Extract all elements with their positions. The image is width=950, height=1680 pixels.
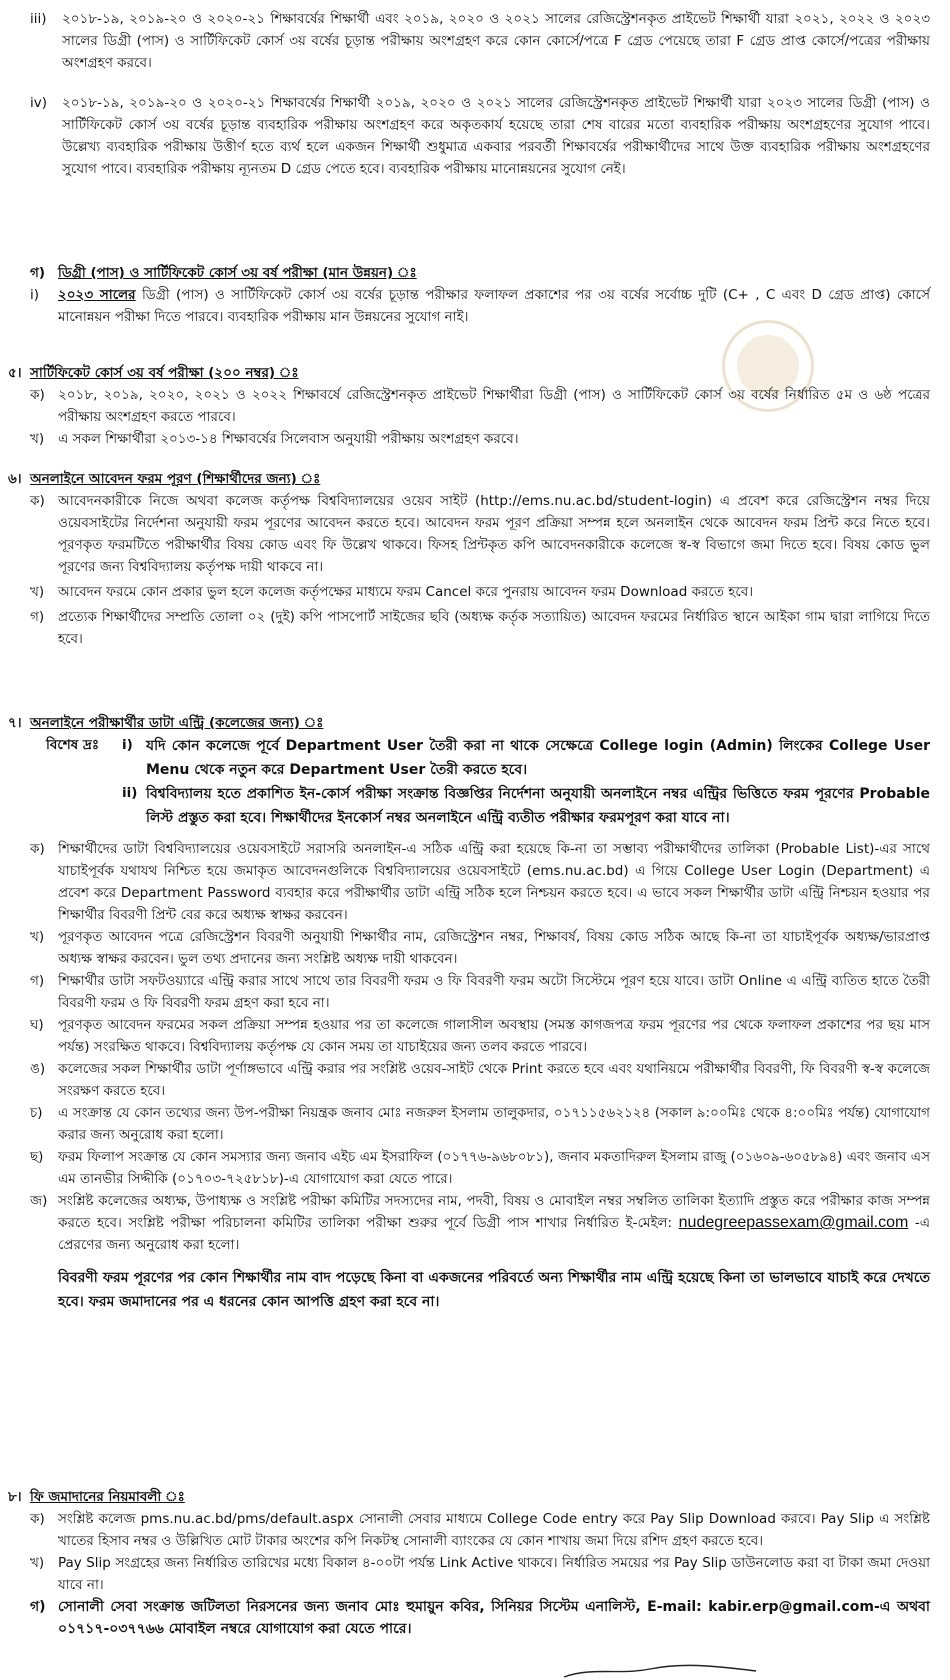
- section-title: সার্টিফিকেট কোর্স ৩য় বর্ষ পরীক্ষা (২০০ নম্বর) ঃ: [30, 365, 299, 381]
- item-text: আবেদনকারীকে নিজে অথবা কলেজ কর্তৃপক্ষ বিশ্ববিদ্যালয়ের ওয়েব সাইট (http://ems.nu.ac.bd/student-login) এ প্রবেশ করে রেজিস্ট্রেশন নম্বর দিয়ে ওয়েবসাইটের নির্দেশনা অনুযায়ী ফরম পূরণের আবেদন করতে হবে। আবেদন ফরম পূরণ প্রক্রিয়া সম্পন্ন হলে অনলাইন থেকে আবেদন ফরম প্রিন্ট করে নিতে হবে। পূরণকৃত ফরমটিতে পরীক্ষার্থীর বিষয় কোড এবং ফি উল্লেখ থাকবে। ফিসহ প্রিন্টকৃত কপি আবেদনকারীকে কলেজে স্ব-স্ব বিভাগে জমা দিতে হবে। বিষয় কোড ভুল পূরণের জন্য বিশ্ববিদ্যালয় কর্তৃপক্ষ দায়ী থাকবে না।: [58, 493, 930, 575]
- section-5: [8, 362, 930, 450]
- list-item: [30, 92, 930, 180]
- section-marker: ৭।: [8, 715, 22, 731]
- item-marker: ঘ): [30, 1017, 44, 1033]
- item-text: সোনালী সেবা সংক্রান্ত জটিলতা নিরসনের জন্য জনাব মোঃ হুমায়ুন কবির, সিনিয়র সিস্টেম এনালিস্ট, E-mail: kabir.erp@gmail.com-এ অথবা ০১৭১৭-০৩৭৭৬৬ মোবাইল নম্বরে যোগাযোগ করা যেতে পারে।: [58, 1599, 930, 1637]
- item-text: Pay Slip সংগ্রহের জন্য নির্ধারিত তারিখের মধ্যে বিকাল ৪-০০টা পর্যন্ত Link Active থাকবে। নির্ধারিত সময়ের পর Pay Slip ডাউনলোড করা বা টাকা জমা দেওয়া যাবে না।: [58, 1555, 930, 1593]
- item-text: ডিগ্রী (পাস) ও সার্টিফিকেট কোর্স ৩য় বর্ষের চূড়ান্ত পরীক্ষার ফলাফল প্রকাশের পর ৩য় বর্ষের সর্বোচ্চ দুটি (C+ , C এবং D গ্রেড প্রাপ্ত) কোর্সে মানোন্নয়ন পরীক্ষা দিতে পারবে। ব্যবহারিক পরীক্ষায় মান উন্নয়নের সুযোগ নাই।: [58, 287, 930, 325]
- item-text: সংশ্লিষ্ট কলেজের অধ্যক্ষ, উপাধ্যক্ষ ও সংশ্লিষ্ট পরীক্ষা কমিটির সদস্যদের নাম, পদবী, বিষয় ও মোবাইল নম্বর সম্বলিত তালিকা ইত্যাদি প্রস্তুত করে পরীক্ষার কাজ সম্পন্ন করতে হবে। সংশ্লিষ্ট পরীক্ষা পরিচালনা কমিটির তালিকা পরীক্ষা শুরুর পূর্বে ডিগ্রী পাস শাখার নির্ধারিত ই-মেইল:: [58, 1193, 930, 1231]
- section-4-continued: [30, 8, 930, 180]
- item-marker: গ): [30, 609, 45, 625]
- item-marker: ii): [122, 785, 138, 801]
- list-item: [30, 428, 930, 450]
- section-heading: [30, 262, 930, 284]
- section-7: [8, 712, 930, 1314]
- signature-stroke: [560, 1663, 760, 1679]
- item-lead: ২০২৩ সালের: [58, 287, 136, 303]
- item-marker: খ): [30, 1555, 45, 1571]
- item-text-end: -এ প্রেরণের জন্য অনুরোধ করা হলো।: [58, 1215, 931, 1253]
- list-item: [30, 8, 930, 74]
- list-item: [30, 490, 930, 578]
- list-item: [30, 926, 930, 970]
- item-text: ২০১৮-১৯, ২০১৯-২০ ও ২০২০-২১ শিক্ষাবর্ষের শিক্ষার্থী ২০১৯, ২০২০ ও ২০২১ সালের রেজিস্ট্রেশনকৃত প্রাইভেট শিক্ষার্থী যারা ২০২৩ সালের ডিগ্রী (পাস) ও সার্টিফিকেট কোর্স ৩য় বর্ষের চূড়ান্ত ব্যবহারিক পরীক্ষায় অংশগ্রহণ করে অকৃতকার্য হয়েছে তারা শেষ বারের মতো ব্যবহারিক পরীক্ষায় অংশগ্রহণের সুযোগ পাবে। উল্লেখ্য ব্যবহারিক পরীক্ষায় উত্তীর্ণ হতে ব্যর্থ হলে একজন শিক্ষার্থী শুধুমাত্র একবার পরবর্তী শিক্ষাবর্ষের পরীক্ষার্থীদের সাথে উক্ত ব্যবহারিক পরীক্ষায় অংশগ্রহণের সুযোগ পাবে। ব্যবহারিক পরীক্ষায় ন্যূনতম D গ্রেড পেতে হবে। ব্যবহারিক পরীক্ষায় মানোন্নয়নের সুযোগ নেই।: [62, 95, 930, 177]
- item-text: শিক্ষার্থীর ডাটা সফটওয়্যারে এন্ট্রি করার সাথে সাথে তার বিবরণী ফরম ও ফি বিবরণী ফরম অটো সিস্টেমে পূরণ হয়ে যাবে। ডাটা Online এ এন্ট্রি ব্যতিত হাতে তৈরী বিবরণী ফরম ও ফি বিবরণী ফরম গ্রহণ করা হবে না।: [58, 973, 930, 1011]
- item-text: ২০১৮-১৯, ২০১৯-২০ ও ২০২০-২১ শিক্ষাবর্ষের শিক্ষার্থী এবং ২০১৯, ২০২০ ও ২০২১ সালের রেজিস্ট্রেশনকৃত প্রাইভেট শিক্ষার্থী যারা ২০২১, ২০২২ ও ২০২৩ সালের ডিগ্রী (পাস) ও সার্টিফিকেট কোর্স ৩য় বর্ষের চূড়ান্ত পরীক্ষায় অংশগ্রহণ করে কোন কোর্সে/পত্রে F গ্রেড পেয়েছে তারা F গ্রেড প্রাপ্ত কোর্সে/পত্রের পরীক্ষায় অংশগ্রহণ করবে।: [62, 11, 930, 71]
- list-item: [30, 1596, 930, 1640]
- list-item: [30, 1190, 930, 1256]
- section-heading: [8, 468, 930, 490]
- list-item: [30, 1058, 930, 1102]
- item-marker: চ): [30, 1105, 43, 1121]
- section-heading: [8, 712, 930, 734]
- important-note: [58, 1266, 930, 1314]
- item-marker: iv): [30, 95, 48, 111]
- section-heading: [8, 1486, 930, 1508]
- special-note-label: বিশেষ দ্রঃ: [46, 737, 100, 753]
- item-marker: খ): [30, 431, 45, 447]
- item-marker: ক): [30, 841, 45, 857]
- note-text: বিবরণী ফরম পূরণের পর কোন শিক্ষার্থীর নাম বাদ পড়েছে কিনা বা একজনের পরিবর্তে অন্য শিক্ষার্থীর নাম এন্ট্রি হয়েছে কিনা তা ভালভাবে যাচাই করে দেখতে হবে। ফরম জমাদানের পর এ ধরনের কোন আপত্তি গ্রহণ করা হবে না।: [58, 1270, 930, 1310]
- item-text: প্রত্যেক শিক্ষার্থীদের সম্প্রতি তোলা ০২ (দুই) কপি পাসপোর্ট সাইজের ছবি (অধ্যক্ষ কর্তৃক সত্যায়িত) আবেদন ফরমের নির্ধারিত স্থানে আইকা গাম দ্বারা লাগিয়ে দিতে হবে।: [58, 609, 930, 647]
- item-marker: খ): [30, 584, 45, 600]
- item-marker: i): [122, 737, 133, 753]
- special-note-item: [46, 734, 930, 782]
- list-item: [30, 1102, 930, 1146]
- section-8: [8, 1486, 930, 1640]
- item-text: বিশ্ববিদ্যালয় হতে প্রকাশিত ইন-কোর্স পরীক্ষা সংক্রান্ত বিজ্ঞপ্তির নির্দেশনা অনুযায়ী অনলাইনে নম্বর এন্ট্রির ভিত্তিতে ফরম পূরণের Probable লিস্ট প্রস্তুত করা হবে। শিক্ষার্থীদের ইনকোর্স নম্বর অনলাইনে এন্ট্রি ব্যতীত পরীক্ষার ফরমপূরণ করা যাবে না।: [146, 786, 930, 826]
- section-marker: ৮।: [8, 1489, 22, 1505]
- list-item: [30, 384, 930, 428]
- item-marker: ক): [30, 1511, 45, 1527]
- item-text: পূরণকৃত আবেদন ফরমের সকল প্রক্রিয়া সম্পন্ন হওয়ার পর তা কলেজে গালাসীল অবস্থায় (সমস্ত কাগজপত্র ফরম পূরণের পর থেকে ফলাফল প্রকাশের পর ছয় মাস পর্যন্ত) সংরক্ষিত থাকবে। বিশ্ববিদ্যালয় কর্তৃপক্ষ যে কোন সময় তা যাচাইয়ের জন্য তলব করতে পারবে।: [58, 1017, 930, 1055]
- item-marker: খ): [30, 929, 45, 945]
- list-item: [30, 284, 930, 328]
- item-text: আবেদন ফরমে কোন প্রকার ভুল হলে কলেজ কর্তৃপক্ষের মাধ্যমে ফরম Cancel করে পুনরায় আবেদন ফরম Download করতে হবে।: [58, 584, 754, 600]
- item-text: যদি কোন কলেজে পূর্বে Department User তৈরী করা না থাকে সেক্ষেত্রে College login (Admin) লিংকের College User Menu থেকে নতুন করে Department User তৈরী করতে হবে।: [146, 738, 930, 778]
- item-marker: জ): [30, 1193, 48, 1209]
- section-marker: ৫।: [8, 365, 22, 381]
- section-6: [8, 468, 930, 650]
- list-item: [30, 1146, 930, 1190]
- item-marker: ক): [30, 387, 45, 403]
- item-text: এ সকল শিক্ষার্থীরা ২০১৩-১৪ শিক্ষাবর্ষের সিলেবাস অনুযায়ী পরীক্ষায় অংশগ্রহণ করবে।: [58, 431, 519, 447]
- item-marker: গ): [30, 973, 45, 989]
- item-text: পূরণকৃত আবেদন পত্রে রেজিস্ট্রেশন বিবরণী অনুযায়ী শিক্ষার্থীর নাম, রেজিস্ট্রেশন নম্বর, শিক্ষাবর্ষ, বিষয় কোড সঠিক আছে কি-না তা যাচাইপূর্বক অধ্যক্ষ/ভারপ্রাপ্ত অধ্যক্ষ স্বাক্ষর করবেন। ভুল তথ্য প্রদানের জন্য সংশ্লিষ্ট অধ্যক্ষ দায়ী থাকবেন।: [58, 929, 930, 967]
- list-item: [30, 1552, 930, 1596]
- item-text: এ সংক্রান্ত যে কোন তথ্যের জন্য উপ-পরীক্ষা নিয়ন্ত্রক জনাব মোঃ নজরুল ইসলাম তালুকদার, ০১৭১১৫৬২১২৪ (সকাল ৯:০০মিঃ থেকে ৪:০০মিঃ পর্যন্ত) যোগাযোগ করার জন্য অনুরোধ করা হলো।: [58, 1105, 930, 1143]
- item-text: কলেজের সকল শিক্ষার্থীর ডাটা পূর্ণাঙ্গভাবে এন্ট্রি করার পর সংশ্লিষ্ট ওয়েব-সাইট থেকে Print করতে হবে এবং যথানিয়মে পরীক্ষার্থীর বিবরণী, ফি বিবরণী স্ব-স্ব কলেজে সংরক্ষণ করতে হবে।: [58, 1061, 930, 1099]
- section-marker: ৬।: [8, 471, 22, 487]
- item-text: ২০১৮, ২০১৯, ২০২০, ২০২১ ও ২০২২ শিক্ষাবর্ষে রেজিস্ট্রেশনকৃত প্রাইভেট শিক্ষার্থীরা ডিগ্রী (পাস) ও সার্টিফিকেট কোর্স ৩য় বর্ষের নির্ধারিত ৫ম ও ৬ষ্ঠ পত্রের পরীক্ষায় অংশগ্রহণ করতে পারবে।: [58, 387, 930, 425]
- item-text: ফরম ফিলাপ সংক্রান্ত যে কোন সমস্যার জন্য জনাব এইচ এম ইসরাফিল (০১৭৭৬-৯৬৮০৮১), জনাব মকতাদিরুল ইসলাম রাজু (০১৬০৯-৬০৫৮৯৪) এবং জনাব এস এম তানভীর সিদ্দীকি (০১৭০৩-৭২৫৮১৮)-এ যোগাযোগ করা যেতে পারে।: [58, 1149, 930, 1187]
- section-marker: গ): [30, 265, 46, 281]
- item-text: শিক্ষার্থীদের ডাটা বিশ্ববিদ্যালয়ের ওয়েবসাইটে সরাসরি অনলাইন-এ সঠিক এন্ট্রি করা হয়েছে কি-না তা সম্ভাব্য পরীক্ষার্থীদের তালিকা (Probable List)-এর সাথে যাচাইপূর্বক যথাযথ নিশ্চিত হয়ে জমাকৃত আবেদনগুলিকে বিশ্ববিদ্যালয়ের ওয়েবসাইটে (ems.nu.ac.bd) এ গিয়ে College User Login (Department) এ প্রবেশ করে Department Password ব্যবহার করে পরীক্ষার্থীর ডাটা এন্ট্রি সঠিক হলে নিশ্চয়ন করতে হবে। এ ভাবে সকল শিক্ষার্থীর ডাটা এন্ট্রি নিশ্চয়ন হওয়ার পর শিক্ষার্থীর বিবরণী প্রিন্ট বের করে অধ্যক্ষ স্বাক্ষর করবেন।: [58, 841, 930, 923]
- item-marker: i): [30, 287, 40, 303]
- section-4g: [30, 262, 930, 328]
- list-item: [30, 1014, 930, 1058]
- item-marker: ক): [30, 493, 45, 509]
- list-item: [30, 606, 930, 650]
- list-item: [30, 970, 930, 1014]
- section-title: ফি জমাদানের নিয়মাবলী ঃ: [30, 1489, 185, 1505]
- list-item: [30, 1508, 930, 1552]
- list-item: [30, 838, 930, 926]
- list-item: [30, 581, 930, 603]
- item-text: সংশ্লিষ্ট কলেজ pms.nu.ac.bd/pms/default.aspx সোনালী সেবার মাধ্যমে College Code entry করে Pay Slip Download করবে। Pay Slip এ সংশ্লিষ্ট খাতের হিসাব নম্বর ও উল্লিখিত মোট টাকার অংশের কপি নিকটস্থ সোনালী ব্যাংকের যে কোন শাখায় জমা দিয়ে রশিদ গ্রহণ করতে হবে।: [58, 1511, 930, 1549]
- section-title: অনলাইনে আবেদন ফরম পূরণ (শিক্ষার্থীদের জন্য) ঃ: [30, 471, 321, 487]
- item-marker: ছ): [30, 1149, 44, 1165]
- section-title: অনলাইনে পরীক্ষার্থীর ডাটা এন্ট্রি (কলেজের জন্য) ঃ: [30, 715, 324, 731]
- exam-email-link[interactable]: nudegreepassexam@gmail.com: [678, 1214, 909, 1231]
- item-marker: iii): [30, 11, 47, 27]
- section-heading: [8, 362, 930, 384]
- special-note-item: [122, 782, 930, 830]
- special-note: [46, 734, 930, 830]
- section-title: ডিগ্রী (পাস) ও সার্টিফিকেট কোর্স ৩য় বর্ষ পরীক্ষা (মান উন্নয়ন) ঃ: [58, 265, 417, 281]
- item-marker: গ): [30, 1599, 46, 1615]
- item-marker: ঙ): [30, 1061, 46, 1077]
